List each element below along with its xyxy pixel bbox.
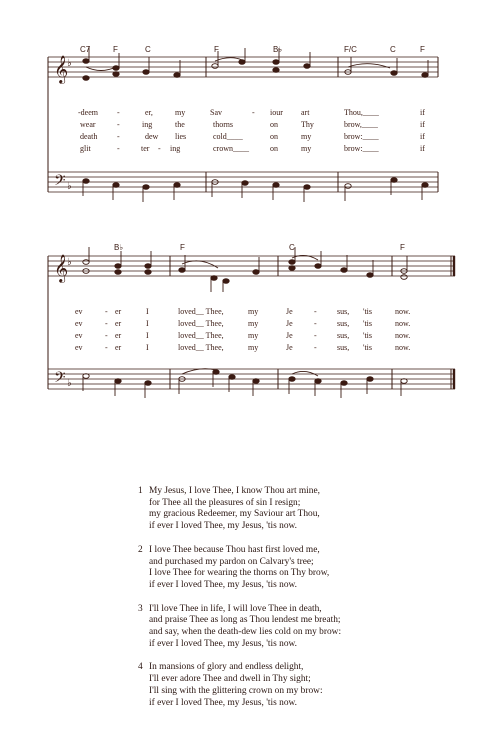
verse-line: for Thee all the pleasures of sin I resign; xyxy=(149,497,301,508)
lyric-syllable: - xyxy=(105,331,108,340)
lyric-syllable: er xyxy=(115,343,122,352)
bass-notes xyxy=(83,178,428,202)
lyric-syllable: on xyxy=(270,144,278,153)
flat-icon: ♭ xyxy=(67,378,72,389)
verse-line: if ever I loved Thee, my Jesus, 'tis now. xyxy=(149,638,298,649)
verse xyxy=(138,486,468,533)
verse-line: In mansions of glory and endless delight, xyxy=(149,662,304,673)
lyric-syllable: Sav xyxy=(210,108,222,117)
lyric-syllable: - xyxy=(117,120,120,129)
lyric-syllable: sus, xyxy=(337,343,350,352)
lyric-syllable: ter xyxy=(141,144,150,153)
lyric-syllable: - xyxy=(117,132,120,141)
lyric-syllable: - xyxy=(252,108,255,117)
lyric-syllable: sus, xyxy=(337,307,350,316)
lyric-syllable: er xyxy=(115,331,122,340)
verse-line: if ever I loved Thee, my Jesus, 'tis now. xyxy=(149,697,298,708)
lyric-syllable: Thou,____ xyxy=(344,108,379,117)
treble-notes xyxy=(83,46,428,80)
lyric-syllable: Je xyxy=(286,319,293,328)
chord-symbol: B♭ xyxy=(273,45,283,54)
lyric-syllable: er, xyxy=(145,108,153,117)
lyric-syllable: ev xyxy=(75,331,83,340)
verse-line: I'll ever adore Thee and dwell in Thy sight; xyxy=(149,674,311,685)
slurs xyxy=(182,369,318,376)
verse xyxy=(138,604,468,651)
treble-notes xyxy=(83,247,407,292)
lyric-syllable: ev xyxy=(75,319,83,328)
lyric-syllable: - xyxy=(105,343,108,352)
barlines xyxy=(48,57,454,389)
chord-symbol: F/C xyxy=(344,45,357,54)
lyric-syllable: - xyxy=(105,319,108,328)
lyric-syllable: 'tis xyxy=(363,307,372,316)
lyric-syllable: - xyxy=(117,144,120,153)
flat-icon: ♭ xyxy=(67,257,72,268)
lyric-syllable: - xyxy=(105,307,108,316)
lyric-syllable: -deem xyxy=(78,108,98,117)
chord-symbol: C xyxy=(390,45,396,54)
lyric-syllable: - xyxy=(314,343,317,352)
lyric-syllable: 'tis xyxy=(363,319,372,328)
lyric-syllable: loved__ Thee, xyxy=(178,331,224,340)
lyric-syllable: Je xyxy=(286,307,293,316)
lyric-syllable: Thy xyxy=(301,120,314,129)
lyric-syllable: crown____ xyxy=(213,144,249,153)
verse-number: 2 xyxy=(138,544,143,555)
chord-symbol: F xyxy=(180,243,185,252)
lyric-syllable: cold____ xyxy=(213,132,243,141)
chord-symbol: F xyxy=(400,243,405,252)
lyric-syllable: - xyxy=(158,144,161,153)
lyric-syllable: my xyxy=(301,144,312,153)
chord-symbol: C xyxy=(289,243,295,252)
lyric-syllable: dew xyxy=(145,132,159,141)
flat-icon: ♭ xyxy=(67,181,72,192)
lyric-syllable: brow:____ xyxy=(344,144,379,153)
lyric-syllable: if xyxy=(420,120,425,129)
lyric-syllable: sus, xyxy=(337,331,350,340)
lyric-syllable: ev xyxy=(75,343,83,352)
lyric-syllable: 'tis xyxy=(363,343,372,352)
chord-symbol: F xyxy=(420,45,425,54)
lyric-syllable: if xyxy=(420,108,425,117)
lyric-syllable: my xyxy=(248,307,259,316)
lyric-syllable: loved__ Thee, xyxy=(178,307,224,316)
verse-line: I love Thee because Thou hast first loved me, xyxy=(149,544,320,555)
lyric-syllable: er xyxy=(115,307,122,316)
chord-symbol: C7 xyxy=(80,45,91,54)
lyric-syllable: on xyxy=(270,120,278,129)
verse-line: my gracious Redeemer, my Saviour art Thou, xyxy=(149,509,320,520)
lyric-syllable: I xyxy=(146,331,149,340)
hymn-verses xyxy=(138,486,468,721)
verse-line: and say, when the death-dew lies cold on my brow: xyxy=(149,627,342,638)
lyric-syllable: my xyxy=(248,319,259,328)
lyric-syllable: glit xyxy=(80,144,91,153)
slurs xyxy=(86,58,390,71)
lyric-syllable: my xyxy=(301,132,312,141)
verse-line: My Jesus, I love Thee, I know Thou art mine, xyxy=(149,486,320,496)
lyric-syllable: ev xyxy=(75,307,83,316)
lyric-syllable: 'tis xyxy=(363,331,372,340)
lyric-syllable: - xyxy=(314,331,317,340)
lyric-syllable: I xyxy=(146,343,149,352)
lyric-syllable: Je xyxy=(286,331,293,340)
verse-line: I love Thee for wearing the thorns on Thy brow, xyxy=(149,568,330,579)
lyric-syllable: wear xyxy=(80,120,96,129)
lyric-syllable: - xyxy=(314,319,317,328)
lyric-syllable: now. xyxy=(395,331,411,340)
lyric-syllable: ing xyxy=(142,120,153,129)
lyric-syllable: now. xyxy=(395,343,411,352)
lyric-syllable: on xyxy=(270,132,278,141)
treble-clef-icon: 𝄞 xyxy=(54,55,69,83)
chord-symbol: F xyxy=(113,45,118,54)
lyric-syllable: brow,____ xyxy=(344,120,378,129)
lyric-syllable: art xyxy=(301,108,310,117)
flat-icon: ♭ xyxy=(67,58,72,69)
verse-number: 1 xyxy=(138,486,143,496)
lyric-syllable: sus, xyxy=(337,319,350,328)
lyric-syllable: if xyxy=(420,132,425,141)
verse-line: and praise Thee as long as Thou lendest me breath; xyxy=(149,615,341,626)
verse-line: if ever I loved Thee, my Jesus, 'tis now. xyxy=(149,521,298,532)
lyric-syllable: my xyxy=(248,343,259,352)
lyric-syllable: my xyxy=(248,331,259,340)
lyric-syllable: loved__ Thee, xyxy=(178,319,224,328)
verse-number: 3 xyxy=(138,603,143,614)
lyric-syllable: - xyxy=(314,307,317,316)
verse-line: I'll love Thee in life, I will love Thee in death, xyxy=(149,603,322,614)
lyric-syllable: the xyxy=(175,120,185,129)
chord-symbol: B♭ xyxy=(114,243,124,252)
lyric-syllable: er xyxy=(115,319,122,328)
lyric-syllable: iour xyxy=(270,108,283,117)
lyric-syllable: Je xyxy=(286,343,293,352)
verse xyxy=(138,662,468,709)
lyric-syllable: if xyxy=(420,144,425,153)
lyric-syllable: death xyxy=(80,132,98,141)
lyric-syllable: lies xyxy=(175,132,187,141)
lyric-syllable: ing xyxy=(170,144,181,153)
verse-line: I'll sing with the glittering crown on my brow: xyxy=(149,685,323,696)
chord-symbol: C xyxy=(145,45,151,54)
lyric-syllable: my xyxy=(175,108,186,117)
lyric-syllable: brow:____ xyxy=(344,132,379,141)
lyric-syllable: thorns xyxy=(213,120,233,129)
bass-clef-icon: 𝄢 xyxy=(54,172,66,193)
lyric-syllable: now. xyxy=(395,307,411,316)
staff-lines xyxy=(48,57,455,389)
chord-symbol: F xyxy=(214,45,219,54)
treble-clef-icon: 𝄞 xyxy=(54,254,69,282)
lyric-syllable: - xyxy=(117,108,120,117)
lyric-syllable: I xyxy=(146,319,149,328)
bass-clef-icon: 𝄢 xyxy=(54,369,66,390)
lyric-syllable: I xyxy=(146,307,149,316)
verse-line: if ever I loved Thee, my Jesus, 'tis now. xyxy=(149,579,298,590)
lyric-syllable: now. xyxy=(395,319,411,328)
verse xyxy=(138,545,468,592)
verse-line: and purchased my pardon on Calvary's tree; xyxy=(149,556,314,567)
verse-number: 4 xyxy=(138,662,143,673)
lyric-syllable: loved__ Thee, xyxy=(178,343,224,352)
